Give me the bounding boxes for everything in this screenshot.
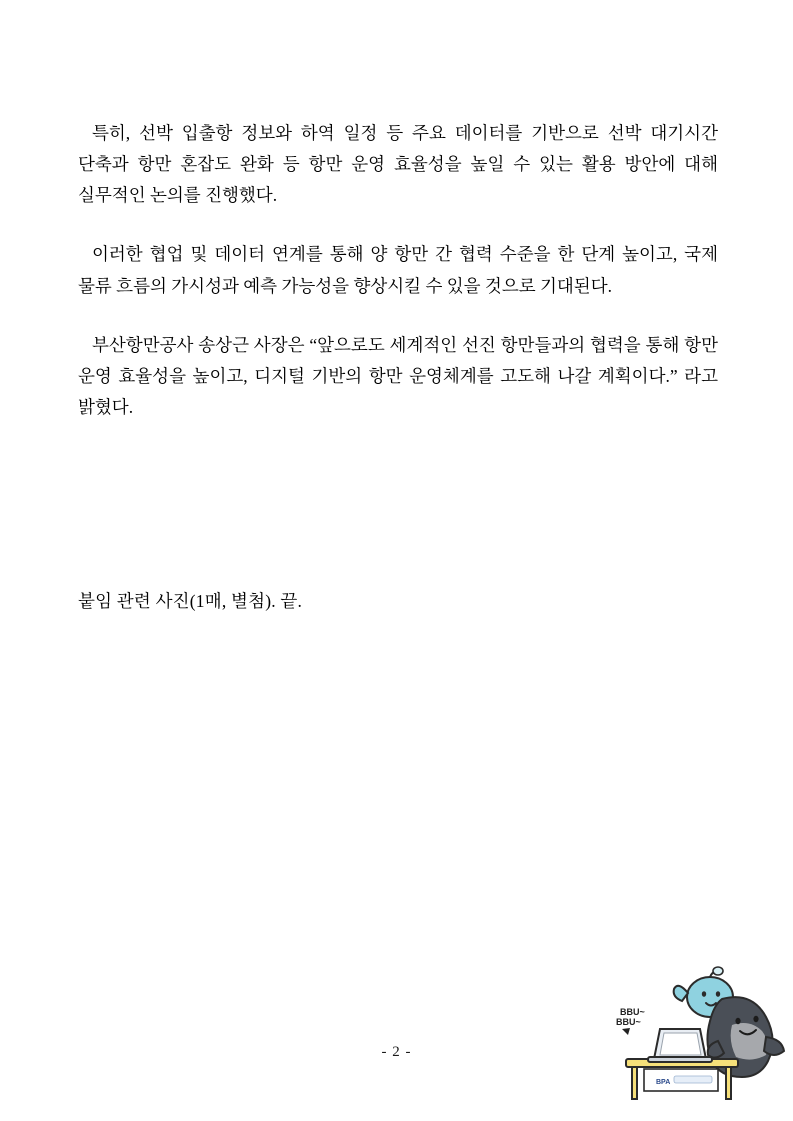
paragraph-2: 이러한 협업 및 데이터 연계를 통해 양 항만 간 협력 수준을 한 단계 높이고, 국제 물류 흐름의 가시성과 예측 가능성을 향상시킬 수 있을 것으로 기대된다. bbox=[78, 244, 718, 296]
document-body bbox=[78, 118, 718, 423]
mascot-illustration bbox=[614, 963, 786, 1103]
speech-text bbox=[616, 1007, 645, 1035]
svg-text:BBU~: BBU~ bbox=[616, 1017, 641, 1027]
laptop bbox=[648, 1029, 712, 1062]
svg-text:BBU~: BBU~ bbox=[620, 1007, 645, 1017]
attachment-note: 붙임 관련 사진(1매, 별첨). 끝. bbox=[78, 591, 303, 611]
svg-text:BPA: BPA bbox=[656, 1079, 671, 1086]
paragraph-1: 특히, 선박 입출항 정보와 하역 일정 등 주요 데이터를 기반으로 선박 대기시간 단축과 항만 혼잡도 완화 등 항만 운영 효율성을 높일 수 있는 활용 방안에 대해 실무적인 논의를 진행했다. bbox=[78, 123, 718, 206]
paragraph-3: 부산항만공사 송상근 사장은 “앞으로도 세계적인 선진 항만들과의 협력을 통해 항만 운영 효율성을 높이고, 디지털 기반의 항만 운영체계를 고도해 나갈 계획이다.” 라고 밝혔다. bbox=[78, 334, 718, 417]
desk bbox=[626, 1059, 738, 1099]
page-number: - 2 - bbox=[381, 1044, 412, 1060]
